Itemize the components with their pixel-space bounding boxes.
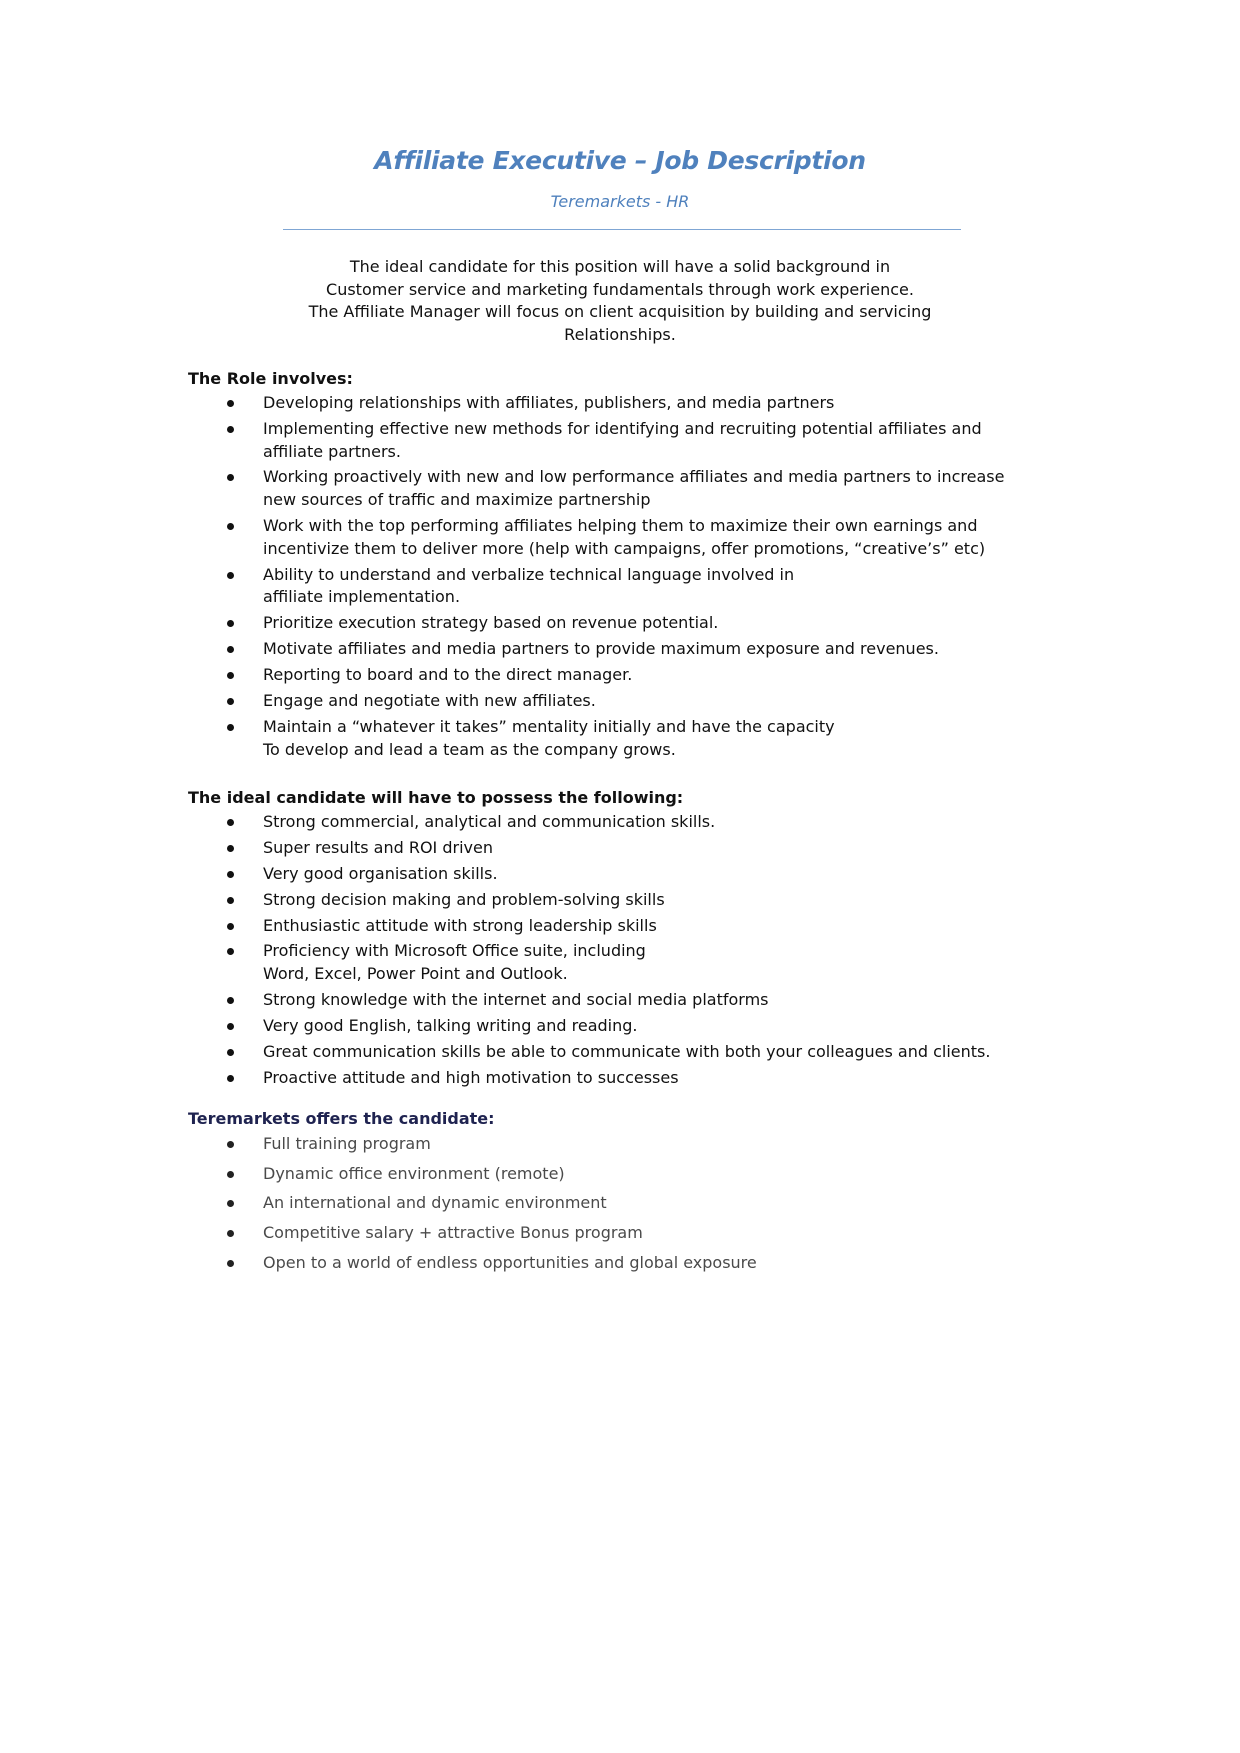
document-title: Affiliate Executive – Job Description: [374, 146, 866, 175]
list-item: [188, 664, 1088, 687]
list-item-text: An international and dynamic environment: [263, 1193, 607, 1213]
bullet-dot-icon: [227, 724, 234, 731]
bullet-dot-icon: [227, 923, 234, 930]
intro-line: The ideal candidate for this position will have a solid background in: [349, 257, 891, 276]
list-item: [188, 989, 1088, 1012]
bullet-dot-icon: [227, 871, 234, 878]
list-item: [188, 392, 1088, 415]
list-item-text: Strong commercial, analytical and communication skills.: [263, 812, 716, 831]
list-item: [188, 837, 1088, 860]
list-item: [188, 564, 1088, 609]
bullet-dot-icon: [227, 1200, 234, 1207]
requirements-heading: The ideal candidate will have to possess the following:: [188, 788, 684, 807]
list-item-text: incentivize them to deliver more (help with campaigns, offer promotions, “creative’s” etc): [263, 538, 986, 558]
bullet-dot-icon: [227, 845, 234, 852]
list-item: [188, 1067, 1088, 1090]
bullet-dot-icon: [227, 426, 234, 433]
list-item-text: Strong decision making and problem-solving skills: [263, 889, 665, 909]
bullet-dot-icon: [227, 1260, 234, 1267]
title-divider: [283, 229, 961, 230]
list-item: [188, 716, 1088, 761]
list-item-text: new sources of traffic and maximize partnership: [263, 490, 651, 510]
offers-heading: Teremarkets offers the candidate:: [188, 1109, 495, 1128]
list-item-text: Very good organisation skills.: [263, 863, 498, 883]
list-item-text: affiliate implementation.: [263, 587, 461, 607]
list-item: [188, 690, 1088, 713]
bullet-dot-icon: [227, 572, 234, 579]
bullet-dot-icon: [227, 1075, 234, 1082]
list-item: [188, 612, 1088, 635]
list-item-text: Engage and negotiate with new affiliates.: [263, 690, 596, 710]
offers-section: [188, 1108, 1088, 1275]
list-item: [188, 889, 1088, 912]
list-item: [188, 1163, 1088, 1186]
list-item-text: Developing relationships with affiliates, publishers, and media partners: [263, 393, 835, 412]
bullet-dot-icon: [227, 672, 234, 679]
list-item-text: Word, Excel, Power Point and Outlook.: [263, 964, 568, 984]
list-item-text: Working proactively with new and low performance affiliates and media partners to increase: [263, 467, 1005, 487]
list-item-text: Implementing effective new methods for identifying and recruiting potential affiliates and: [263, 418, 982, 438]
role-heading: The Role involves:: [188, 369, 353, 388]
bullet-dot-icon: [227, 1049, 234, 1056]
list-item: [188, 1252, 1088, 1275]
list-item: [188, 638, 1088, 661]
list-item-text: Maintain a “whatever it takes” mentality initially and have the capacity: [263, 716, 835, 736]
list-item: [188, 418, 1088, 463]
intro-line: The Affiliate Manager will focus on client acquisition by building and servicing: [308, 302, 932, 322]
bullet-dot-icon: [227, 400, 234, 407]
list-item-text: Proficiency with Microsoft Office suite, including: [263, 941, 646, 961]
bullet-dot-icon: [227, 1023, 234, 1030]
intro-line: Customer service and marketing fundamentals through work experience.: [326, 279, 914, 299]
list-item: [188, 1222, 1088, 1245]
list-item-text: Open to a world of endless opportunities and global exposure: [263, 1252, 757, 1272]
list-item-text: Full training program: [263, 1134, 431, 1153]
list-item: [188, 940, 1088, 985]
list-item-text: Great communication skills be able to communicate with both your colleagues and clients.: [263, 1041, 991, 1061]
list-item: [188, 915, 1088, 938]
bullet-dot-icon: [227, 1141, 234, 1148]
bullet-dot-icon: [227, 997, 234, 1004]
list-item: [188, 1192, 1088, 1215]
list-item-text: Reporting to board and to the direct manager.: [263, 665, 633, 685]
bullet-dot-icon: [227, 646, 234, 653]
bullet-dot-icon: [227, 1171, 234, 1178]
bullet-dot-icon: [227, 897, 234, 904]
bullet-dot-icon: [227, 523, 234, 530]
bullet-dot-icon: [227, 819, 234, 826]
requirements-list: [188, 811, 1088, 1089]
offers-list: [188, 1133, 1088, 1275]
list-item-text: affiliate partners.: [263, 441, 401, 461]
list-item-text: To develop and lead a team as the company grows.: [263, 739, 676, 759]
list-item-text: Competitive salary + attractive Bonus program: [263, 1223, 643, 1243]
list-item-text: Motivate affiliates and media partners to provide maximum exposure and revenues.: [263, 639, 939, 659]
list-item-text: Prioritize execution strategy based on revenue potential.: [263, 613, 719, 633]
bullet-dot-icon: [227, 948, 234, 955]
list-item-text: Very good English, talking writing and reading.: [263, 1015, 638, 1035]
bullet-dot-icon: [227, 474, 234, 481]
document-subtitle: Teremarkets - HR: [550, 192, 690, 211]
role-list: [188, 392, 1088, 761]
list-item: [188, 863, 1088, 886]
list-item-text: Strong knowledge with the internet and social media platforms: [263, 990, 769, 1010]
list-item-text: Super results and ROI driven: [263, 837, 493, 857]
list-item: [188, 515, 1088, 560]
list-item: [188, 1015, 1088, 1038]
list-item: [188, 466, 1088, 511]
list-item: [188, 1133, 1088, 1156]
list-item-text: Enthusiastic attitude with strong leadership skills: [263, 915, 657, 935]
list-item-text: Work with the top performing affiliates helping them to maximize their own earnings and: [263, 516, 978, 536]
bullet-dot-icon: [227, 698, 234, 705]
list-item-text: Ability to understand and verbalize technical language involved in: [263, 564, 795, 584]
list-item-text: Proactive attitude and high motivation to successes: [263, 1067, 679, 1087]
intro-paragraph: [280, 256, 960, 347]
role-section: [188, 368, 1088, 761]
list-item-text: Dynamic office environment (remote): [263, 1163, 565, 1183]
list-item: [188, 811, 1088, 834]
bullet-dot-icon: [227, 620, 234, 627]
bullet-dot-icon: [227, 1230, 234, 1237]
requirements-section: [188, 787, 1088, 1089]
list-item: [188, 1041, 1088, 1064]
intro-line: Relationships.: [564, 325, 676, 345]
